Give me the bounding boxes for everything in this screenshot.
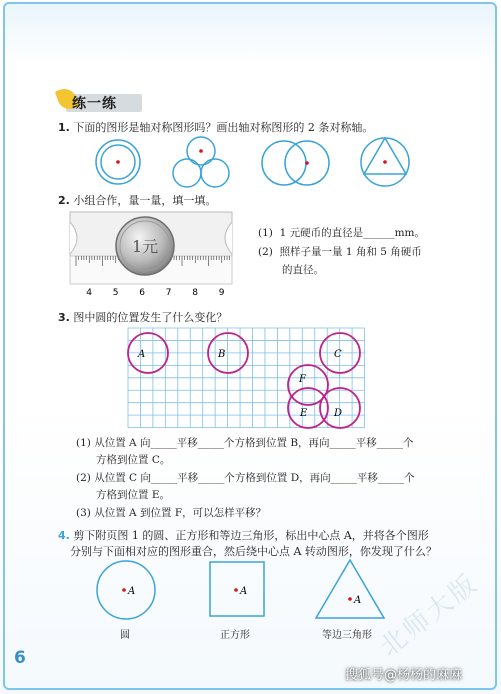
q1-text: 下面的图形是轴对称图形吗？画出轴对称图形的 2 条对称轴。	[73, 121, 374, 134]
q3-s1-line2: 方格到位置 C。	[96, 454, 171, 466]
triangle-point-label: A	[354, 595, 362, 606]
q2-sub2-line2: 的直径。	[282, 264, 324, 276]
q3-s3-text: 从位置 A 到位置 F，可以怎样平移？	[94, 507, 267, 519]
q3-s2-text: 从位置 C 向_____平移_____个方格到位置 D，再向_____平移_____个	[94, 472, 415, 484]
ruler-tick-label: 4	[86, 288, 92, 298]
q2-number: 2.	[58, 194, 70, 207]
footer-credit: 搜狐号@杨杨的麻麻	[345, 668, 463, 683]
center-dot	[348, 597, 352, 601]
center-dot	[383, 160, 387, 164]
center-dot	[234, 588, 238, 592]
right-circle	[201, 159, 229, 187]
section-title-text: 练一练	[72, 96, 117, 112]
caption-square: 正方形	[220, 630, 250, 641]
label-a: A	[138, 349, 146, 360]
publisher-watermark: 北师大版	[374, 567, 485, 664]
q2-sub2-num: (2)	[258, 246, 273, 258]
center-dot	[199, 149, 203, 153]
caption-circle: 圆	[120, 630, 130, 641]
q2-sub2	[258, 245, 422, 259]
circle-point-label: A	[128, 586, 136, 597]
label-d: D	[334, 408, 343, 419]
q4-circle	[97, 561, 155, 619]
q3-s2-line2: 方格到位置 E。	[96, 489, 171, 501]
q2-sub1-text: 1 元硬币的直径是______mm。	[279, 227, 425, 239]
ruler-and-coin	[70, 212, 240, 300]
center-dot	[305, 161, 309, 165]
q4-triangle	[316, 560, 384, 618]
label-f: F	[299, 374, 306, 385]
question-2	[58, 194, 216, 208]
ruler-tick-label: 9	[218, 288, 225, 298]
label-e: E	[300, 408, 308, 419]
left-circle	[173, 159, 201, 187]
q2-sub1	[258, 226, 425, 240]
q3-s1-text: 从位置 A 向_____平移_____个方格到位置 B，再向_____平移_____个	[94, 437, 414, 449]
q3-number: 3.	[58, 311, 70, 324]
ruler-tick-label: 7	[165, 288, 172, 298]
question-3	[58, 311, 227, 325]
coin-text: 1元	[132, 237, 159, 256]
q2-text: 小组合作，量一量，填一填。	[73, 194, 217, 207]
q3-s1-num: (1)	[76, 437, 91, 449]
center-dot	[122, 588, 126, 592]
q4-text: 剪下附页图 1 的圆、正方形和等边三角形，标出中心点 A，并将各个图形	[73, 529, 429, 542]
q2-sub1-num: (1)	[258, 227, 273, 239]
ruler-tick-label: 8	[192, 288, 198, 298]
ruler-tick-label: 5	[112, 288, 119, 298]
q3-text: 图中圆的位置发生了什么变化？	[73, 311, 228, 324]
caption-triangle: 等边三角形	[322, 630, 372, 641]
square-point-label: A	[240, 586, 248, 597]
center-dot	[116, 160, 120, 164]
page-number: 6	[14, 648, 26, 668]
label-b: B	[218, 349, 226, 360]
left-overlap-circle	[262, 141, 306, 185]
q1-figures	[0, 0, 501, 200]
q4-line2: 分别与下面相对应的图形重合，然后绕中心点 A 转动图形，你发现了什么？	[70, 545, 437, 558]
ruler-tick-label: 6	[139, 288, 145, 298]
q1-number: 1.	[58, 121, 70, 134]
q3-s3-num: (3)	[76, 507, 91, 519]
q3-grid	[128, 328, 378, 428]
q3-s2-num: (2)	[76, 472, 91, 484]
label-c: C	[334, 349, 342, 360]
q3-s2	[76, 471, 415, 485]
q3-s1	[76, 436, 414, 450]
q2-sub2-text: 照样子量一量 1 角和 5 角硬币	[279, 246, 422, 258]
q3-s3	[76, 506, 266, 520]
circle-e	[288, 388, 328, 428]
q4-number: 4.	[58, 529, 70, 542]
question-4	[58, 529, 429, 543]
